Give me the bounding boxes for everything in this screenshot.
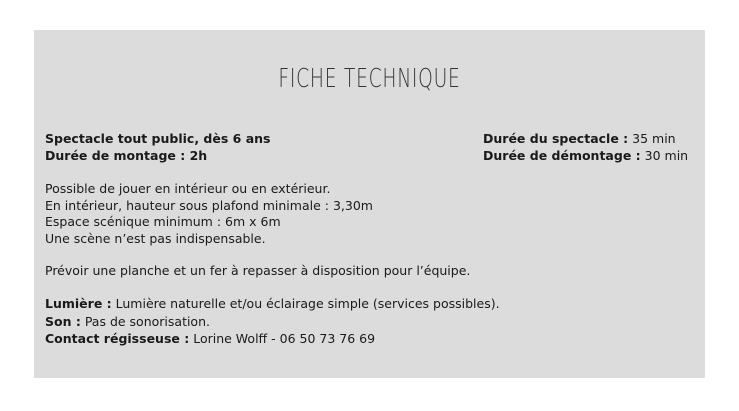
sound-value: Pas de sonorisation.: [84, 314, 210, 329]
contact-label: Contact régisseuse :: [45, 331, 190, 346]
tech-sheet-card: [34, 30, 705, 378]
contact-info: [45, 330, 375, 347]
teardown-duration-label: Durée de démontage :: [483, 148, 641, 163]
teardown-duration: [483, 147, 688, 164]
page-title: FICHE TECHNIQUE: [278, 64, 461, 94]
condition-line: Une scène n’est pas indispensable.: [45, 231, 266, 246]
teardown-duration-value: 30 min: [644, 148, 689, 163]
audience-info: Spectacle tout public, dès 6 ans: [45, 131, 271, 146]
condition-line: En intérieur, hauteur sous plafond minimale : 3,30m: [45, 198, 373, 213]
sound-info: [45, 313, 210, 330]
condition-line: Espace scénique minimum : 6m x 6m: [45, 214, 281, 229]
lighting-info: [45, 295, 500, 312]
lighting-label: Lumière :: [45, 296, 112, 311]
show-duration-label: Durée du spectacle :: [483, 131, 629, 146]
ironing-note: Prévoir une planche et un fer à repasser à disposition pour l’équipe.: [45, 263, 471, 278]
lighting-value: Lumière naturelle et/ou éclairage simple (services possibles).: [115, 296, 500, 311]
show-duration-value: 35 min: [632, 131, 676, 146]
sound-label: Son :: [45, 314, 81, 329]
condition-line: Possible de jouer en intérieur ou en extérieur.: [45, 181, 331, 196]
setup-duration: Durée de montage : 2h: [45, 148, 208, 163]
contact-value: Lorine Wolff - 06 50 73 76 69: [193, 331, 376, 346]
show-duration: [483, 130, 676, 147]
